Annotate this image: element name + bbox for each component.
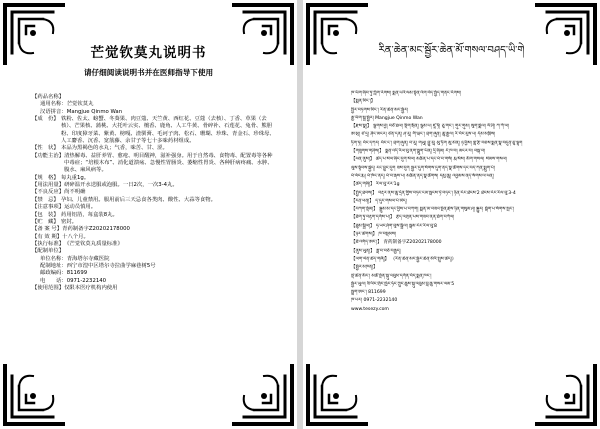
postcode: 邮政编码：811699 — [40, 270, 88, 277]
tibetan-body — [351, 90, 583, 314]
tibetan-line: 【སྦྱོར་མཁན།】 — [351, 265, 378, 271]
pinyin-name: 汉语拼音：Mangjue Qinmo Wan — [40, 108, 123, 115]
tibetan-line: ཁ་ཡིག་ཞིབ་ཏུ་ཀློག་རོགས། སྨན་པའི་ལམ་སྟོན་འོག་བེད་སྤྱོད་གནང་རོགས། — [351, 91, 461, 96]
ingredients-row — [32, 116, 277, 145]
tibetan-line: 【རྫས་སྣ།】 ལྕགས་ཕྱེ། བཙོ་ཐལ། སྡིག་སྲིན། ལྕམ་པ། ཛཱ་ཏི། ཅུ་གང་། གུར་གུམ། སུག་སྨེལ། ལི་ཤི། ཀ་ཀོ་ལ། — [351, 124, 509, 130]
tibetan-line: སྡེ་ཚན་མིང་། མཚོ་སྔོན་སྐུ་འབུམ་དགོན་བོད་སྨན་ཁང་། — [351, 273, 432, 279]
package-label: 【包 装】 — [32, 211, 59, 218]
caution-text: 运动员慎用。 — [64, 204, 97, 211]
ingredients-text: 铁粉、佐太、螃蟹、冬葵果、肉豆蔻、天竺黄、西红花、豆蔻（去核）、丁香、草果（去核）、芒果核、蒲桃、大托叶云实、檀香、鹿角、人工牛黄、骨碎补、石莲花、兔骨、熊胆粉、印度獐牙菜、紫黄、榜嘎、渣驯膏、毛诃子肉、松石、珊瑚、珍珠、青金石、珍珠母、人工麝香、沉香、宽筋藤、余甘子等七十多味药材组成。 — [61, 116, 275, 145]
tibetan-line: ཕོ་ལོང་རྨ། ཕོ་ཁོང་ནད། ཕོ་བ་རྒས་པ། མཆིན་ནད་སྣ་ཚོགས། དམུ་ཆུ། འབྱམས་ནད་སོགས་ལ་ཕན། — [351, 173, 494, 179]
approval-row — [32, 226, 277, 233]
tibetan-line: 【ཕན་ནུས།】 ཚད་པ་སེལ་ཞིང་དུག་སེལ། མཆིན་པ་དང་ཕོ་བ་གསོ། རྨ་སོས། མིག་གསལ། སེམས་གསལ། — [351, 157, 507, 163]
indication-text: 清热解毒、益肝养胃、愈疮、明目醒神，滋补强身。用于自然毒、食物毒、配置毒等各种中毒症；“培根木布”、消化道溃疡、急慢性胃肠炎、萎缩性胃炎、各种肝病疼痛、水肿、腹水、麻风病等。 — [64, 152, 273, 174]
tibetan-line: 【གཟུགས་གཤིས།】 སྨན་འདི་རིལ་བུ་ནག་སྨུག་ཡིན། དྲི་ཞིམ། རོ་ཁ་བ། མངར་བ། བསྐ་བ། — [351, 149, 486, 155]
tibetan-line: 【ངན་ཕན།】 ད་དུང་གསལ་པོ་མེད། — [351, 198, 407, 204]
caution-label: 【注意事项】 — [32, 204, 65, 211]
indication-label: 【功能主治】 — [32, 152, 65, 159]
adverse-row — [32, 189, 277, 196]
character-row — [32, 145, 277, 152]
storage-text: 密封。 — [61, 218, 78, 225]
spec-label: 【规 格】 — [32, 174, 59, 181]
document-subtitle: 请仔细阅读说明书并在医师指导下使用 — [83, 68, 214, 77]
document-title: 芒觉钦莫丸说明书 — [90, 45, 207, 61]
contraindication-label: 【禁 忌】 — [32, 196, 59, 203]
website-url: www.tesezy.com — [351, 306, 389, 312]
tibetan-line: ཨ་མྲ། ཙ་དྲ། ཤིང་མངར། ཙན་དན། ཤ་རུ། གི་ཝང་། བྲག་ཞུན། ཆུ་རྒྱལ། རི་བོང་རུས་པ། དོམ་མཁྲིས། — [351, 132, 496, 138]
tibetan-line: ཁ་པར། 0971-2232140 — [351, 298, 398, 304]
maker-label: 【配制单位】 — [32, 248, 65, 255]
tibetan-line: 【ཐོག་ཏུ་བརྟག་དགོས་པ།】 རྩེད་འགྲན་པས་གཟབ་ནན་ཐོག་བཀོལ། — [351, 215, 455, 221]
tibetan-title: རིན་ཆེན་མང་སྦྱོར་ཆེན་མོ་གསལ་བཤད་ཡི་གེ — [378, 45, 525, 56]
validity-label: 【有 效 期】 — [32, 233, 63, 240]
tibetan-line: སྤྱིར་བཏགས་མིང་། རིན་ཆེན་མང་སྦྱོར། — [351, 107, 409, 113]
caution-row — [32, 204, 277, 211]
tibetan-line: 【སྨན་མིང་།】 — [351, 99, 376, 105]
phone: 电 话：0971-2232140 — [40, 277, 107, 284]
standard-text: 《芒觉钦莫丸质量标准》 — [64, 240, 123, 247]
tibetan-line: 【ཚད་གཞི།】 རིལ་བུ་རེར་1g — [351, 182, 400, 188]
character-text: 本品为黑褐色的水丸；气香，味苦、甘、涩。 — [61, 145, 168, 152]
tibetan-line: སྦྱོར་ཡུལ། ཟི་ལིང་གྲོང་ཁྱེར་ཧོང་ཀྲུང་ཆུས་སྐུ་འབུམ་བླ་ཆུ་གསར་ལམ་5 — [351, 281, 455, 287]
validity-text: 十八个月。 — [62, 233, 89, 240]
storage-label: 【贮 藏】 — [32, 218, 59, 225]
scope-row — [32, 285, 277, 292]
tibetan-line: 【ཉར་ཚགས།】 ཁ་བསྡམས། — [351, 232, 396, 238]
adverse-text: 尚不明确 — [64, 189, 86, 196]
tibetan-line: 【ཐོ་འགོད་ཨང་།】 青药制备字Z20202178000 — [351, 240, 442, 246]
standard-label: 【执行标准】 — [32, 240, 65, 247]
scope-text: 仅限本医疗机构内使用 — [64, 284, 118, 291]
corner-ornament-bottom-left — [3, 364, 65, 426]
maker-unit: 单位名称：青海塔尔寺藏医院 — [40, 255, 110, 262]
chinese-instruction-page — [0, 0, 297, 429]
character-label: 【性 状】 — [32, 145, 59, 152]
approval-number: 青药制备字Z20202178000 — [62, 226, 130, 233]
corner-ornament-bottom-left — [306, 364, 368, 426]
package-row — [32, 212, 277, 219]
corner-ornament-bottom-right — [535, 364, 597, 426]
ingredients-label: 【成 份】 — [32, 116, 59, 123]
usage-label: 【用法用量】 — [32, 182, 65, 189]
usage-text: 研碎温开水送服或泡服。一日2次，一次3-4丸。 — [64, 182, 178, 189]
contraindication-text: 孕妇、儿童禁用。服用前后三天忌食各类肉、酸性、大蒜等食物。 — [61, 196, 216, 203]
tibetan-line: རྒྱ་ཡིག་སྒྲ་སྦྱོར། Mangjue Qinmo Wan — [351, 115, 423, 121]
tibetan-line: 【སྤྱོད་ཐབས།】 བརྡར་ནས་ཆུ་དྲོན་གྱིས་བཏང་ངམ་སྦངས་ཏེ་བཏང་། ཉིན་རེར་ཐེངས་2 ཐེངས་རེར་རིལ་བུ་3-4 — [351, 190, 516, 196]
corner-ornament-bottom-right — [232, 364, 294, 426]
tibetan-line: ཏིག་ཏ། བོང་དཀར། བོང་ང་། བྲག་ཞུན། བ་རུ། གཡུ། བྱུ་རུ། མུ་ཏིག མུ་མེན། ཉ་ཕྱིས། གླ་རྩི་བཅས་སྨན་སྣ་བདུན་ཅུ་ལྷག — [351, 140, 523, 146]
tibetan-instruction-page — [303, 0, 600, 429]
tibetan-line: 【ལག་ལེན་ཚད་གཞི།】 《རིན་ཆེན་མང་སྦྱོར་ཆེན་མོའི་སྤུས་ཚད།》 — [351, 256, 457, 262]
spec-text: 每丸重1g。 — [61, 174, 90, 181]
section-drug-name: 【药品名称】 — [32, 94, 65, 100]
generic-name: 通用名称：芒觉钦莫丸 — [40, 101, 94, 108]
scope-label: 【使用范围】 — [32, 284, 65, 291]
tibetan-line: ལུས་སྟོབས་སྐྱེད། རང་བྱུང་དུག ཟས་དུག སྦྱར་དུག་སོགས་དུག་ནད་སྣ་ཚོགས་དང་བད་ཀན་སྨུག་པོ། — [351, 165, 495, 171]
approval-label: 【备 案 号】 — [32, 226, 63, 233]
standard-row — [32, 241, 277, 248]
validity-row — [32, 234, 277, 241]
tibetan-line: 【ནུས་ཡུན།】 ཟླ་བ་བཅོ་བརྒྱད། — [351, 248, 401, 254]
maker-address: 配制地址：西宁市湟中区塔尔寺拉曲学麻巷树5号 — [40, 262, 156, 269]
tibetan-line: 【བཀག་སྡོམ།】 སྦྲུམ་མ་དང་བྱིས་པ་བཀག། སྨན་མ་བཟའ་སྔོན་རྗེས་ཉིན་གསུམ་ཤ། སྐྱུར། སྒོག་པ་སོགས་སྤང་། — [351, 207, 515, 213]
tibetan-line: 【ཐུམ་སྒྲིལ།】 ཧ་ཡང་ཤོག་བུས་སྒྲིལ། སྒམ་རེར་རིལ་བུ་8 — [351, 223, 437, 229]
instruction-body — [32, 94, 277, 292]
package-text: 药用铝箔，每盒装8丸。 — [61, 211, 118, 218]
adverse-label: 【不良反应】 — [32, 189, 65, 196]
indication-row — [32, 153, 277, 175]
tibetan-line: སྦྲག་ཨང་། 811699 — [351, 290, 386, 296]
